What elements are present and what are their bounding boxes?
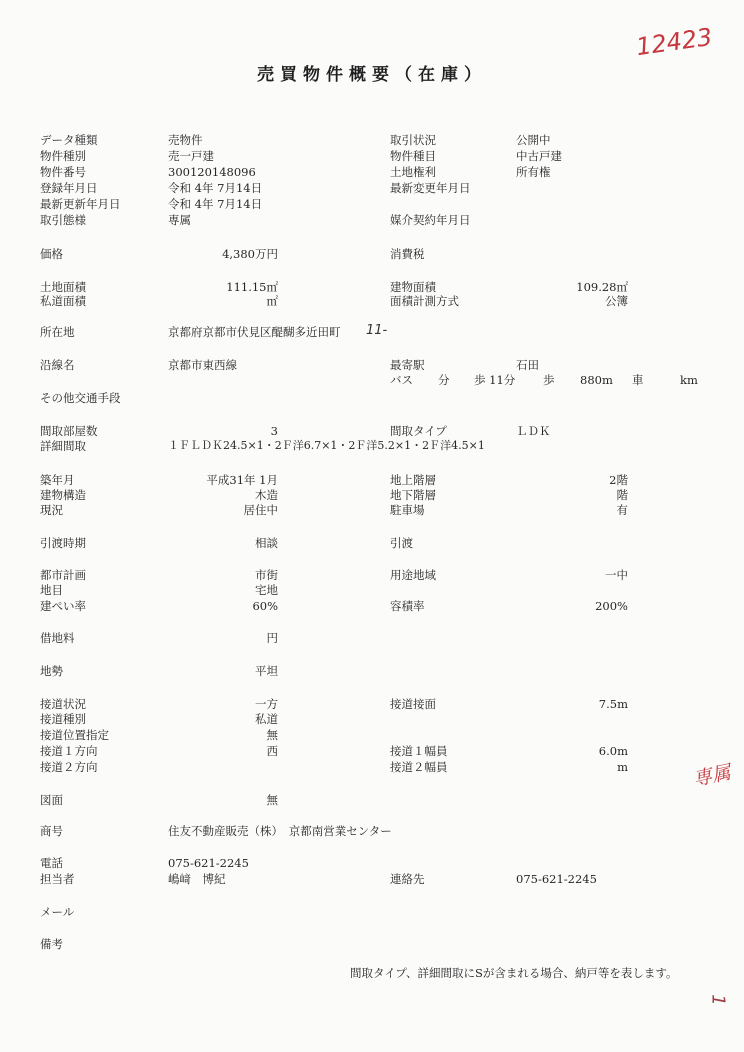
value-layout-type: ＬＤＫ [516, 424, 551, 438]
value-land-category: 宅地 [255, 583, 278, 597]
label-data-type: データ種類 [40, 133, 98, 147]
value-road2-width: m [617, 760, 628, 774]
value-rooms: 3 [270, 424, 278, 438]
label-terrain: 地勢 [40, 664, 63, 678]
value-built: 平成31年 1月 [206, 473, 278, 487]
handwritten-stamp-note: 専属 [691, 761, 733, 791]
label-road-kind: 接道種別 [40, 712, 86, 726]
value-station: 石田 [516, 358, 539, 372]
label-lease-fee: 借地料 [40, 631, 75, 645]
value-reg-date: 令和 4年 7月14日 [168, 181, 263, 195]
value-deal-mode: 専属 [168, 213, 191, 227]
value-location: 京都府京都市伏見区醍醐多近田町 [168, 325, 341, 339]
value-contact: 075-621-2245 [516, 872, 597, 886]
value-property-kind: 売一戸建 [168, 149, 214, 163]
value-area-method: 公簿 [605, 294, 628, 308]
value-road-kind: 私道 [255, 712, 278, 726]
handwritten-number: 12423 [634, 22, 714, 62]
access-bus: バス [390, 373, 413, 387]
label-property-no: 物件番号 [40, 165, 86, 179]
label-layout-type: 間取タイプ [390, 424, 447, 438]
label-person: 担当者 [40, 872, 75, 886]
access-car: 車 [632, 373, 644, 387]
label-drawing: 図面 [40, 793, 63, 807]
label-parking: 駐車場 [390, 503, 425, 517]
label-trade-name: 商号 [40, 824, 63, 838]
label-remarks: 備考 [40, 937, 63, 951]
access-walk-min: 歩 11分 [474, 373, 516, 387]
value-road-position: 無 [266, 728, 278, 742]
value-data-type: 売物件 [168, 133, 203, 147]
value-txn-status: 公開中 [516, 133, 551, 147]
label-contact: 連絡先 [390, 872, 425, 886]
label-last-change: 最新変更年月日 [390, 181, 471, 195]
value-building-area: 109.28㎡ [576, 280, 628, 294]
value-usage-zone: 一中 [605, 568, 628, 582]
value-handover-time: 相談 [255, 536, 278, 550]
label-road1-width: 接道１幅員 [390, 744, 448, 758]
value-road-contact: 7.5m [598, 697, 628, 711]
label-reg-date: 登録年月日 [40, 181, 98, 195]
label-location: 所在地 [40, 325, 75, 339]
label-land-area: 土地面積 [40, 280, 86, 294]
value-property-item: 中古戸建 [516, 149, 562, 163]
footnote: 間取タイプ、詳細間取にSが含まれる場合、納戸等を表します。 [350, 966, 678, 980]
label-land-right: 土地権利 [390, 165, 436, 179]
access-bus-min: 分 [438, 373, 450, 387]
label-current: 現況 [40, 503, 63, 517]
value-property-no: 300120148096 [168, 165, 256, 179]
label-txn-status: 取引状況 [390, 133, 436, 147]
label-area-method: 面積計測方式 [390, 294, 459, 308]
label-phone: 電話 [40, 856, 63, 870]
label-handover: 引渡 [390, 536, 413, 550]
label-road-status: 接道状況 [40, 697, 86, 711]
label-building-area: 建物面積 [390, 280, 436, 294]
value-land-area: 111.15㎡ [226, 280, 278, 294]
value-line: 京都市東西線 [168, 358, 237, 372]
label-land-category: 地目 [40, 583, 63, 597]
value-last-update: 令和 4年 7月14日 [168, 197, 263, 211]
value-private-road: ㎡ [266, 294, 278, 308]
value-trade-name: 住友不動産販売（株） 京都南営業センター [168, 824, 392, 838]
label-structure: 建物構造 [40, 488, 86, 502]
label-usage-zone: 用途地域 [390, 568, 436, 582]
label-far: 容積率 [390, 599, 425, 613]
value-current: 居住中 [243, 503, 278, 517]
label-floors-below: 地下階層 [390, 488, 436, 502]
value-coverage: 60% [252, 599, 278, 613]
label-tax: 消費税 [390, 247, 425, 261]
label-last-update: 最新更新年月日 [40, 197, 121, 211]
label-coverage: 建ぺい率 [40, 599, 86, 613]
label-station: 最寄駅 [390, 358, 425, 372]
value-road1-width: 6.0m [598, 744, 628, 758]
label-handover-time: 引渡時期 [40, 536, 86, 550]
label-floors-above: 地上階層 [390, 473, 436, 487]
label-road-contact: 接道接面 [390, 697, 436, 711]
value-structure: 木造 [255, 488, 278, 502]
label-price: 価格 [40, 247, 63, 261]
value-drawing: 無 [266, 793, 278, 807]
access-distance: 880m [580, 373, 613, 387]
label-road-position: 接道位置指定 [40, 728, 109, 742]
label-other-transport: その他交通手段 [40, 391, 121, 405]
value-terrain: 平坦 [255, 664, 278, 678]
page-title: 売買物件概要（在庫） [257, 65, 487, 85]
label-layout-detail: 詳細間取 [40, 439, 86, 453]
label-city-plan: 都市計画 [40, 568, 86, 582]
label-road2-dir: 接道２方向 [40, 760, 98, 774]
value-city-plan: 市街 [255, 568, 278, 582]
value-floors-above: 2階 [609, 473, 628, 487]
label-private-road: 私道面積 [40, 294, 86, 308]
label-line: 沿線名 [40, 358, 75, 372]
label-road1-dir: 接道１方向 [40, 744, 98, 758]
handwritten-margin-note: 1 [707, 994, 729, 1006]
value-price: 4,380万円 [222, 247, 278, 261]
label-deal-mode: 取引態様 [40, 213, 86, 227]
handwritten-mark: 11- [366, 323, 388, 338]
label-rooms: 間取部屋数 [40, 424, 98, 438]
value-road-status: 一方 [255, 697, 278, 711]
value-land-right: 所有権 [516, 165, 551, 179]
value-far: 200% [595, 599, 628, 613]
value-road1-dir: 西 [266, 744, 278, 758]
value-person: 嶋﨑 博紀 [168, 872, 226, 886]
label-road2-width: 接道２幅員 [390, 760, 448, 774]
access-walk: 歩 [543, 373, 555, 387]
value-floors-below: 階 [616, 488, 628, 502]
label-property-item: 物件種目 [390, 149, 436, 163]
label-built: 築年月 [40, 473, 75, 487]
label-mail: メール [40, 905, 75, 919]
value-parking: 有 [616, 503, 628, 517]
value-layout-detail: １ＦＬＤＫ24.5×1・2Ｆ洋6.7×1・2Ｆ洋5.2×1・2Ｆ洋4.5×1 [168, 439, 485, 452]
value-lease-fee: 円 [266, 631, 278, 645]
label-property-kind: 物件種別 [40, 149, 86, 163]
value-phone: 075-621-2245 [168, 856, 249, 870]
label-mediation-date: 媒介契約年月日 [390, 213, 471, 227]
access-km: km [680, 373, 698, 387]
